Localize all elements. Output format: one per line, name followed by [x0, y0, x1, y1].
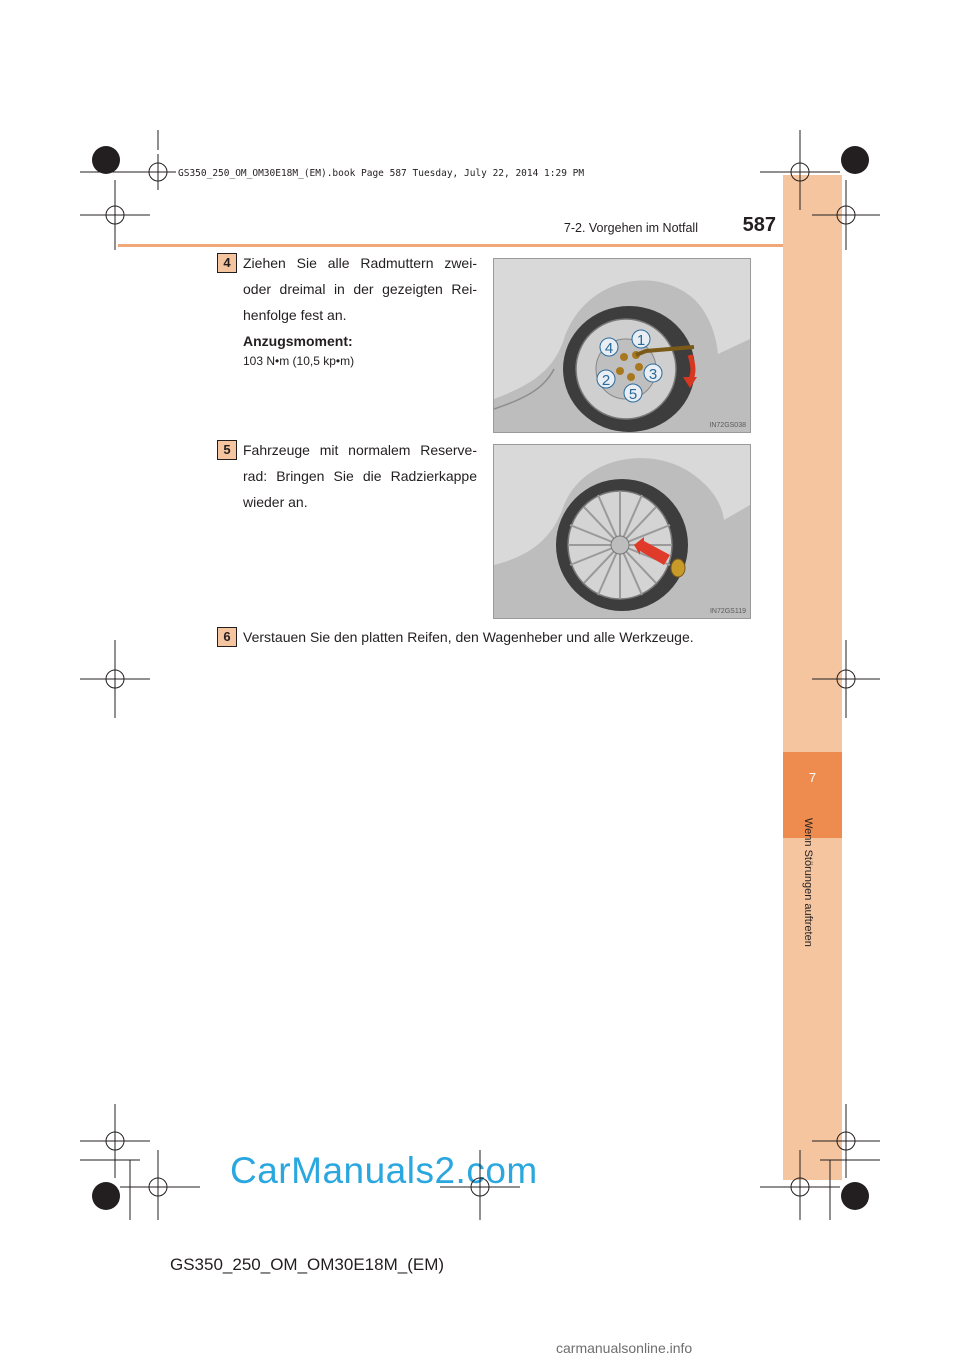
page-number: 587 [742, 214, 776, 236]
figure-code: IN72GS038 [709, 422, 746, 429]
torque-value: 103 N•m (10,5 kp•m) [243, 354, 355, 368]
torque-label: Anzugsmoment: [243, 333, 353, 349]
nut-label-3: 3 [648, 366, 658, 383]
nut-label-5: 5 [628, 386, 638, 403]
watermark-carmanuals2: CarManuals2.com [230, 1150, 538, 1191]
section-title: 7-2. Vorgehen im Notfall [563, 221, 698, 235]
step-badge-6: 6 [217, 627, 237, 647]
figure-code-2: IN72GS119 [709, 608, 746, 615]
step-badge-5: 5 [217, 440, 237, 460]
nut-label-4: 4 [604, 340, 614, 357]
watermark-carmanualsonline: carmanualsonline.info [556, 1340, 693, 1356]
footer-doc-id: GS350_250_OM_OM30E18M_(EM) [170, 1255, 445, 1274]
chapter-title: Wenn Störungen auftreten [802, 818, 814, 947]
book-stamp: GS350_250_OM_OM30E18M_(EM).book Page 587 Tuesday, July 22, 2014 1:29 PM [178, 168, 585, 179]
step-4-text: Ziehen Sie alle Radmuttern zwei-oder dreimal in der gezeigten Rei-henfolge fest an. [243, 255, 477, 323]
step-5-text: Fahrzeuge mit normalem Reserve-rad: Bringen Sie die Radzierkappe wieder an. [243, 442, 477, 510]
step-badge-4: 4 [217, 253, 237, 273]
nut-label-1: 1 [636, 332, 646, 349]
nut-label-2: 2 [601, 372, 611, 389]
chapter-number: 7 [808, 770, 817, 785]
step-6-text: Verstauen Sie den platten Reifen, den Wagenheber und alle Werkzeuge. [243, 629, 694, 645]
